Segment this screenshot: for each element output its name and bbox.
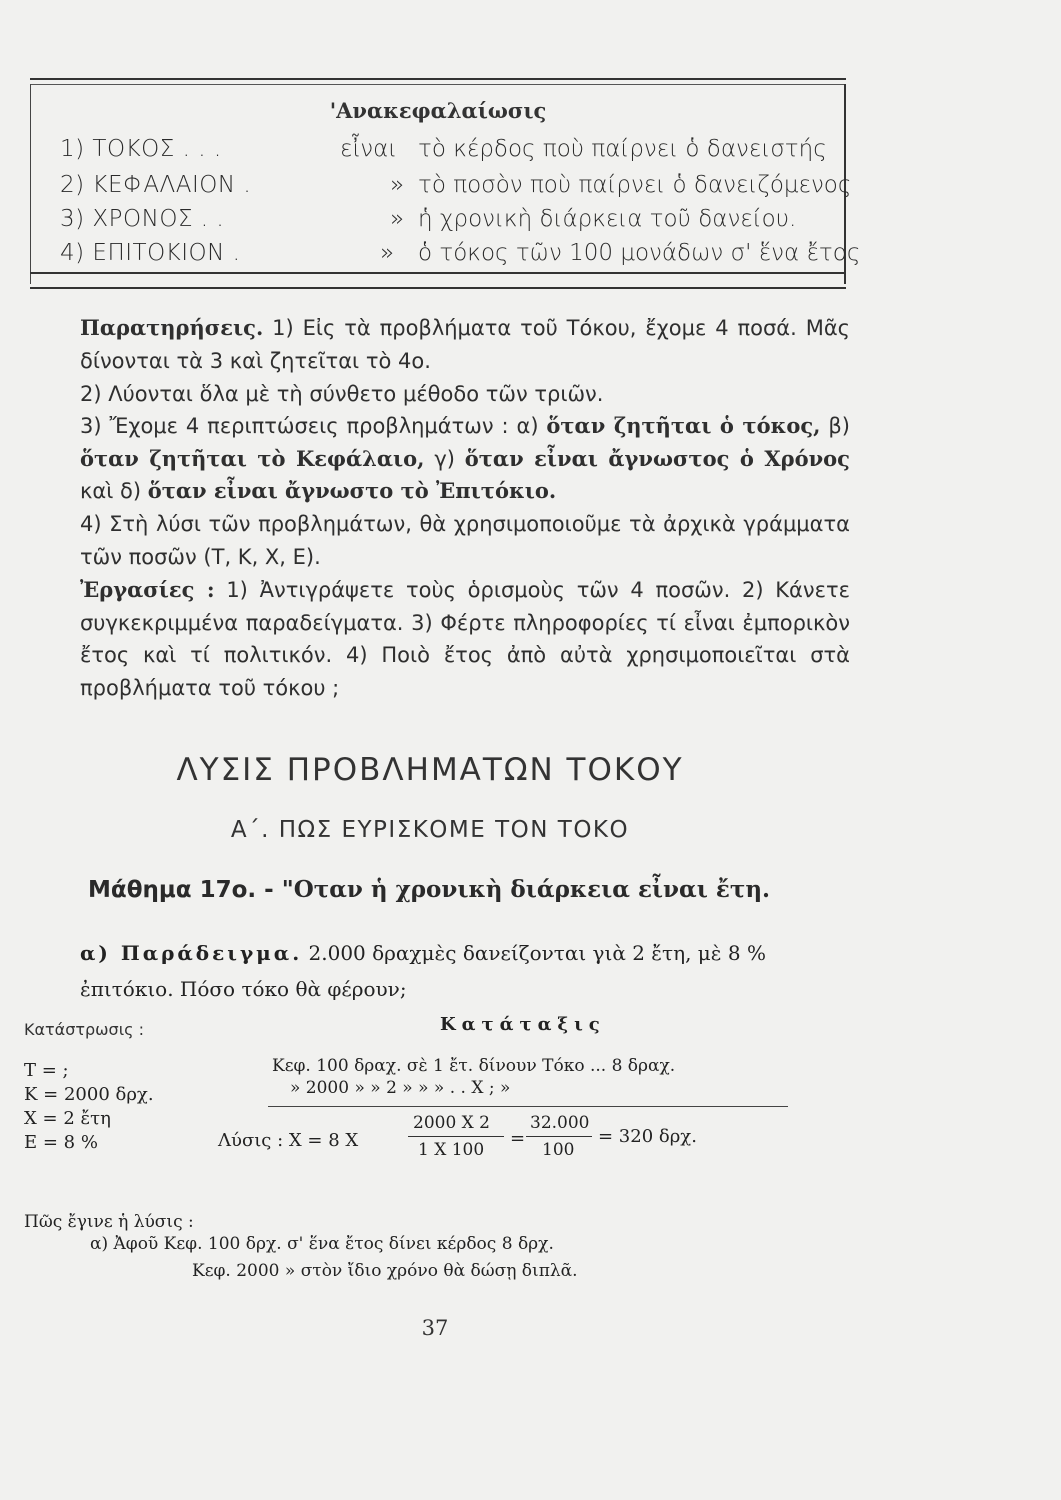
summary-term: 3) ΧΡΟΝΟΣ . .	[60, 206, 225, 232]
summary-term: 2) ΚΕΦΑΛΑΙΟΝ .	[60, 172, 252, 198]
remarks-paragraph-3	[80, 410, 850, 508]
remarks-text: 3) Ἔχομε 4 περιπτώσεις προβλημάτων : α)	[80, 414, 539, 438]
remarks-emphasis: ὅταν ζητῆται ὁ τόκος,	[546, 413, 821, 438]
remarks-label: Παρατηρήσεις.	[80, 315, 264, 340]
lesson-title: "Οταν ἡ χρονικὴ διάρκεια εἶναι ἔτη.	[281, 876, 771, 903]
exercises-text: 1) Ἀντιγράψετε τοὺς ὁρισμοὺς τῶν 4 ποσῶν. 2) Κάνετε συγκεκριμμένα παραδείγματα. 3) Φέρτε πληροφορίες τί εἶναι ἐμπορικὸν ἔτος καὶ τί πολιτικόν. 4) Ποιὸ ἔτος ἀπὸ αὐτὰ χρησιμοποιεῖται στὰ προβλήματα τοῦ τόκου ;	[80, 578, 850, 700]
how-label: Πῶς ἔγινε ἡ λύσις :	[24, 1212, 194, 1232]
summary-term: 4) ΕΠΙΤΟΚΙΟΝ .	[60, 240, 241, 266]
givens-list	[24, 1060, 154, 1156]
summary-definition: τὸ κέρδος ποὺ παίρνει ὁ δανειστής	[418, 136, 827, 162]
solution-equals: =	[510, 1128, 526, 1149]
solution-denominator-2: 100	[542, 1140, 575, 1160]
fraction-bar	[408, 1136, 504, 1137]
example-paragraph	[80, 935, 850, 1007]
lesson-heading	[88, 876, 770, 903]
remarks-text: 4) Στὴ λύσι τῶν προβλημάτων, θὰ χρησιμοποιοῦμε τὰ ἀρχικὰ γράμματα τῶν ποσῶν (Τ, Κ, Χ, Ε).	[80, 512, 850, 569]
fraction-bar	[526, 1136, 592, 1137]
remarks-text: β)	[828, 414, 850, 438]
solution-denominator-1: 1 Χ 100	[418, 1140, 485, 1160]
remarks-text: καὶ δ)	[80, 479, 142, 503]
lesson-label: Μάθημα 17ο. -	[88, 877, 274, 903]
exercises-paragraph	[80, 574, 850, 704]
solution-result: = 320 δρχ.	[598, 1126, 697, 1147]
given-item: Χ = 2 ἔτη	[24, 1108, 111, 1129]
given-item: Τ = ;	[24, 1060, 69, 1081]
divider	[30, 78, 846, 80]
summary-verb: »	[380, 240, 395, 266]
summary-term: 1) ΤΟΚΟΣ . . .	[60, 136, 222, 162]
divider	[30, 287, 846, 289]
solution-numerator-2: 32.000	[530, 1113, 590, 1133]
solution-numerator-1: 2000 Χ 2	[413, 1113, 490, 1133]
remarks-text: 1) Εἰς τὰ προβλήματα τοῦ Τόκου, ἔχομε 4 ποσά. Μᾶς δίνονται τὰ 3 καὶ ζητεῖται τὸ 4ο.	[80, 316, 850, 373]
summary-definition: ἡ χρονικὴ διάρκεια τοῦ δανείου.	[418, 206, 797, 232]
given-item: Κ = 2000 δρχ.	[24, 1084, 154, 1105]
arrangement-row: Κεφ. 100 δραχ. σὲ 1 ἔτ. δίνουν Τόκο ... 8 δραχ.	[272, 1056, 676, 1076]
divider	[30, 84, 846, 85]
summary-box	[30, 78, 861, 288]
summary-verb: εἶναι	[340, 136, 398, 162]
arrangement-title: Κατάταξις	[440, 1014, 606, 1035]
summary-definition: ὁ τόκος τῶν 100 μονάδων σ' ἕνα ἔτος	[418, 240, 861, 266]
solution-label: Λύσις : Χ = 8 Χ	[218, 1130, 359, 1151]
remarks-text: γ)	[434, 446, 455, 471]
subsection-heading: Α΄. ΠΩΣ ΕΥΡΙΣΚΟΜΕ ΤΟΝ ΤΟΚΟ	[230, 817, 630, 843]
summary-title: 'Ανακεφαλαίωσις	[329, 98, 547, 123]
how-line: Κεφ. 2000 » στὸν ἴδιο χρόνο θὰ δώσῃ διπλᾶ.	[192, 1261, 578, 1281]
setup-label: Κατάστρωσις :	[24, 1020, 144, 1039]
exercises-label: Ἐργασίες :	[80, 577, 215, 602]
divider	[30, 272, 846, 274]
remarks-emphasis: ὅταν εἶναι ἄγνωστος ὁ Χρόνος	[464, 445, 850, 471]
section-heading: ΛΥΣΙΣ ΠΡΟΒΛΗΜΑΤΩΝ ΤΟΚΟΥ	[176, 752, 684, 788]
remarks-text: 2) Λύονται ὅλα μὲ τὴ σύνθετο μέθοδο τῶν τριῶν.	[80, 382, 604, 406]
summary-verb: »	[390, 172, 405, 198]
example-label: α) Παράδειγμα.	[80, 941, 303, 965]
divider	[268, 1106, 788, 1107]
remarks-emphasis: ὅταν εἶναι ἄγνωστο τὸ Ἐπιτόκιο.	[147, 478, 557, 503]
arrangement-row: » 2000 » » 2 » » » . . Χ ; »	[290, 1078, 511, 1098]
given-item: Ε = 8 %	[24, 1132, 98, 1153]
how-line: α) Ἀφοῦ Κεφ. 100 δρχ. σ' ἕνα ἔτος δίνει κέρδος 8 δρχ.	[90, 1234, 554, 1254]
remarks-paragraph-1	[80, 312, 850, 377]
example-text: 2.000 δραχμὲς δανείζονται γιὰ 2 ἔτη, μὲ 8 % ἐπιτόκιο. Πόσο τόκο θὰ φέρουν;	[80, 941, 766, 1001]
remarks-emphasis: ὅταν ζητῆται τὸ Κεφάλαιο,	[80, 445, 425, 471]
remarks-paragraph-2	[80, 378, 850, 411]
page-number: 37	[421, 1316, 449, 1340]
summary-verb: »	[390, 206, 405, 232]
summary-definition: τὸ ποσὸν ποὺ παίρνει ὁ δανειζόμενος	[418, 172, 852, 198]
remarks-paragraph-4	[80, 508, 850, 573]
